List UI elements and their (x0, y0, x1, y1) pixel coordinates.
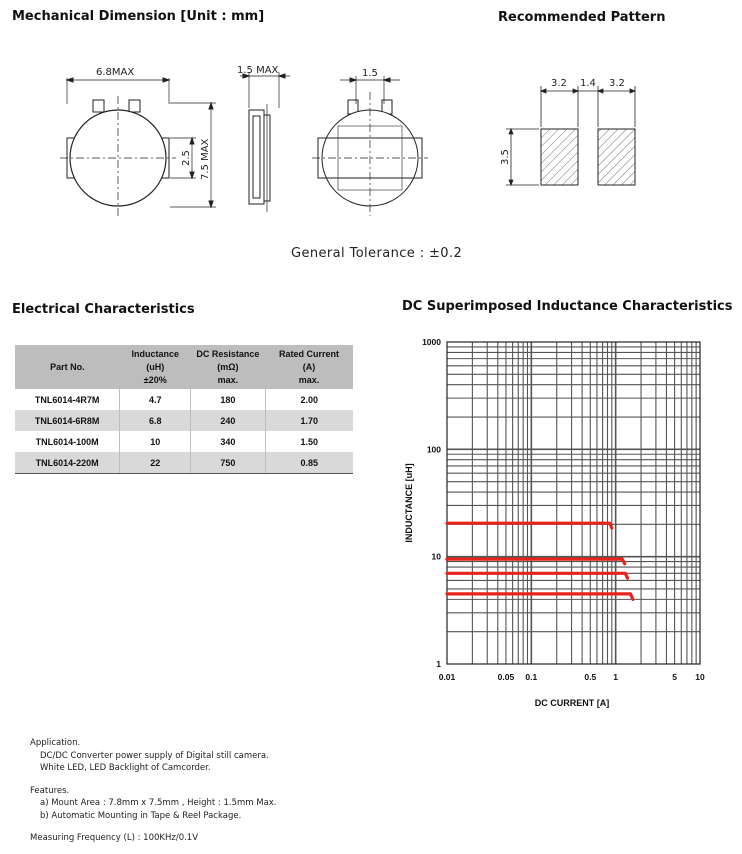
y-tick-label: 10 (431, 551, 441, 562)
chart-grid (447, 342, 700, 664)
dim-height-label: 7.5 MAX (200, 138, 211, 180)
cell-current: 2.00 (265, 389, 353, 410)
x-tick-label: 5 (672, 672, 677, 682)
header-inductance: Inductance (uH) ±20% (120, 345, 191, 389)
notes-block (30, 737, 277, 845)
cell-resistance: 240 (191, 410, 265, 431)
table-header-row (15, 345, 353, 389)
chart-series (447, 523, 633, 599)
pattern-gap-label: 1.4 (580, 78, 596, 89)
series-line-1 (447, 523, 612, 528)
pattern-pad-height-label: 3.5 (500, 149, 511, 165)
header-part-no: Part No. (15, 345, 120, 389)
x-tick-label: 10 (695, 672, 705, 682)
dim-width-label: 6.8MAX (96, 67, 135, 78)
recommended-pattern-heading: Recommended Pattern (498, 10, 666, 25)
recommended-pattern-drawing (506, 86, 635, 185)
features-title: Features. (30, 785, 70, 796)
table-row (15, 452, 353, 474)
mechanical-dimension-heading: Mechanical Dimension [Unit : mm] (12, 9, 265, 24)
application-line: DC/DC Converter power supply of Digital still camera. (40, 750, 269, 761)
x-tick-label: 0.01 (438, 672, 456, 682)
cell-part-no: TNL6014-100M (35, 436, 99, 447)
table-row (15, 431, 353, 452)
header-rated-current: Rated Current (A) max. (265, 345, 353, 389)
x-axis-label: DC CURRENT [A] (534, 698, 610, 708)
top-view-drawing (60, 78, 216, 216)
x-tick-label: 0.1 (525, 672, 538, 682)
dim-back-label: 1.5 (362, 68, 378, 79)
series-line-2 (447, 559, 625, 564)
y-tick-label: 1000 (422, 337, 441, 347)
cell-resistance: 750 (191, 452, 265, 474)
cell-part-no: TNL6014-6R8M (15, 410, 120, 431)
side-view-drawing (240, 72, 290, 212)
y-tick-label: 1 (436, 659, 441, 669)
pattern-pad-width-label: 3.2 (551, 78, 567, 89)
pattern-pad-width2-label: 3.2 (609, 78, 625, 89)
header-dc-resistance: DC Resistance (mΩ) max. (191, 345, 265, 389)
application-title: Application. (30, 738, 81, 748)
table-row (15, 410, 353, 431)
back-view-drawing (312, 76, 428, 216)
general-tolerance: General Tolerance : ±0.2 (291, 246, 463, 261)
table-row (15, 389, 353, 410)
cell-resistance: 340 (191, 431, 265, 452)
series-line-3 (447, 573, 628, 578)
cell-current: 1.50 (265, 431, 353, 452)
y-axis-label: INDUCTANCE [uH] (404, 463, 414, 543)
application-line: White LED, LED Backlight of Camcorder. (40, 763, 211, 773)
x-tick-label: 1 (613, 672, 619, 682)
electrical-table (15, 345, 353, 474)
feature-line: b) Automatic Mounting in Tape & Reel Package. (40, 810, 242, 821)
chart-x-ticks (439, 672, 705, 682)
cell-resistance: 180 (191, 389, 265, 410)
measuring-frequency: Measuring Frequency (L) : 100KHz/0.1V (30, 833, 199, 843)
x-tick-label: 0.5 (584, 672, 597, 682)
cell-part-no: TNL6014-220M (15, 452, 120, 474)
dim-inner-label: 2.5 (181, 150, 192, 166)
chart-frame (447, 342, 700, 664)
cell-inductance: 4.7 (120, 389, 191, 410)
electrical-characteristics-heading: Electrical Characteristics (12, 302, 195, 317)
cell-inductance: 10 (120, 431, 191, 452)
chart-y-ticks (422, 337, 441, 669)
dim-side-label: 1.5 MAX (237, 65, 279, 76)
feature-line: a) Mount Area : 7.8mm x 7.5mm , Height : 1.5mm Max. (40, 798, 277, 808)
cell-part-no: TNL6014-4R7M (34, 394, 100, 405)
cell-current: 1.70 (265, 410, 353, 431)
series-line-4 (447, 594, 633, 600)
y-tick-label: 100 (426, 444, 441, 455)
x-tick-label: 0.05 (497, 672, 515, 682)
cell-inductance: 22 (120, 452, 191, 474)
dc-superimposed-heading: DC Superimposed Inductance Characteristics (402, 299, 733, 314)
cell-current: 0.85 (265, 452, 353, 474)
cell-inductance: 6.8 (120, 410, 191, 431)
